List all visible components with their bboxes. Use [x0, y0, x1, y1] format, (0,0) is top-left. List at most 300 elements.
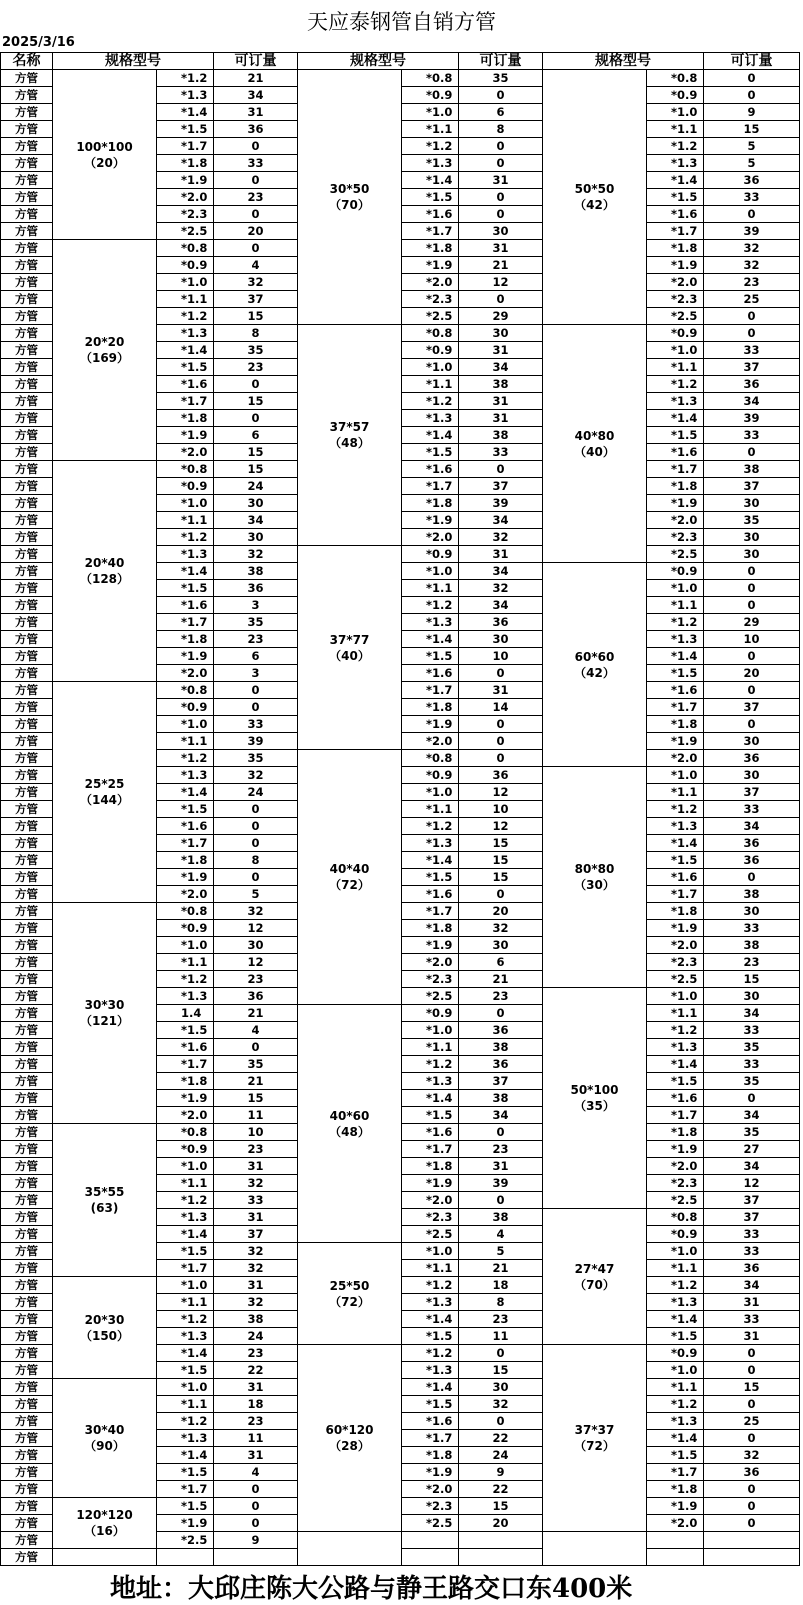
quantity-cell: 37: [704, 478, 800, 495]
product-name-cell: 方管: [1, 818, 53, 835]
thickness-cell: *0.8: [157, 1124, 214, 1141]
quantity-cell: 0: [459, 1124, 543, 1141]
thickness-cell: *1.5: [402, 444, 459, 461]
spec-size-cell: [543, 1345, 647, 1532]
thickness-cell: *1.4: [402, 1311, 459, 1328]
quantity-cell: 32: [214, 546, 298, 563]
product-name-cell: 方管: [1, 1498, 53, 1515]
thickness-cell: *1.3: [157, 546, 214, 563]
spec-total: （121）: [79, 1014, 130, 1028]
quantity-cell: 36: [459, 1056, 543, 1073]
spec-total: （72）: [329, 878, 370, 892]
quantity-cell: 23: [214, 631, 298, 648]
address-footer: 地址：大邱庄陈大公路与静王路交口东400米: [110, 1574, 633, 1604]
quantity-cell: 15: [459, 1362, 543, 1379]
spec-size: 27*47: [574, 1261, 615, 1276]
table-row: [1, 70, 800, 87]
thickness-cell: *1.8: [647, 716, 704, 733]
product-name-cell: 方管: [1, 1549, 53, 1566]
quantity-cell: 15: [459, 835, 543, 852]
thickness-cell: *2.3: [402, 971, 459, 988]
spec-size-cell: [298, 546, 402, 750]
product-name-cell: 方管: [1, 342, 53, 359]
quantity-cell: [214, 1549, 298, 1566]
spec-size: 50*50: [574, 182, 615, 196]
thickness-cell: *2.0: [647, 274, 704, 291]
spec-size-cell: [298, 1532, 402, 1566]
thickness-cell: *2.5: [647, 308, 704, 325]
thickness-cell: *0.8: [647, 1209, 704, 1226]
quantity-cell: 30: [704, 546, 800, 563]
spec-total: （90）: [84, 1439, 125, 1453]
quantity-cell: 30: [704, 733, 800, 750]
quantity-cell: 33: [704, 189, 800, 206]
thickness-cell: *1.4: [157, 784, 214, 801]
quantity-cell: 12: [459, 274, 543, 291]
quantity-cell: 32: [459, 529, 543, 546]
quantity-cell: 0: [459, 189, 543, 206]
quantity-cell: 23: [214, 971, 298, 988]
quantity-cell: 0: [459, 1345, 543, 1362]
quantity-cell: 29: [459, 308, 543, 325]
quantity-cell: 39: [704, 410, 800, 427]
thickness-cell: 1.4: [157, 1005, 214, 1022]
quantity-cell: 15: [459, 852, 543, 869]
quantity-cell: 34: [704, 393, 800, 410]
spec-total: （150）: [79, 1328, 130, 1343]
product-name-cell: 方管: [1, 1090, 53, 1107]
product-name-cell: 方管: [1, 70, 53, 87]
product-name-cell: 方管: [1, 954, 53, 971]
thickness-cell: *1.0: [647, 1362, 704, 1379]
spec-size: 50*100: [570, 1083, 619, 1097]
thickness-cell: *1.8: [157, 631, 214, 648]
quantity-cell: 0: [214, 1481, 298, 1498]
header-qty-3: 可订量: [704, 53, 800, 70]
spec-size: 25*25: [84, 777, 125, 791]
product-name-cell: 方管: [1, 852, 53, 869]
product-name-cell: 方管: [1, 1056, 53, 1073]
thickness-cell: *1.9: [157, 869, 214, 886]
quantity-cell: 24: [214, 1328, 298, 1345]
quantity-cell: 0: [704, 87, 800, 104]
thickness-cell: *1.5: [647, 427, 704, 444]
thickness-cell: *1.2: [402, 597, 459, 614]
thickness-cell: *0.8: [402, 325, 459, 342]
thickness-cell: *0.8: [402, 750, 459, 767]
quantity-cell: 0: [704, 1345, 800, 1362]
thickness-cell: *1.1: [402, 580, 459, 597]
quantity-cell: 0: [214, 1039, 298, 1056]
spec-size: 80*80: [574, 862, 615, 876]
thickness-cell: *1.4: [402, 427, 459, 444]
thickness-cell: *2.3: [402, 291, 459, 308]
quantity-cell: 32: [459, 920, 543, 937]
product-name-cell: 方管: [1, 427, 53, 444]
quantity-cell: 0: [214, 376, 298, 393]
product-name-cell: 方管: [1, 648, 53, 665]
thickness-cell: *1.8: [402, 1447, 459, 1464]
quantity-cell: 8: [459, 121, 543, 138]
spec-size-cell: [53, 1124, 157, 1277]
thickness-cell: *1.1: [402, 376, 459, 393]
thickness-cell: *1.2: [647, 614, 704, 631]
quantity-cell: 31: [214, 1277, 298, 1294]
spec-size: 20*20: [84, 335, 125, 349]
thickness-cell: *2.3: [647, 1175, 704, 1192]
quantity-cell: 30: [704, 767, 800, 784]
quantity-cell: 30: [459, 325, 543, 342]
thickness-cell: *1.5: [157, 1362, 214, 1379]
quantity-cell: 36: [704, 750, 800, 767]
quantity-cell: 31: [459, 393, 543, 410]
spec-total: （30）: [574, 878, 615, 892]
thickness-cell: *0.9: [647, 325, 704, 342]
quantity-cell: 31: [214, 1447, 298, 1464]
thickness-cell: *1.1: [157, 291, 214, 308]
quantity-cell: 23: [459, 988, 543, 1005]
spec-size: 40*80: [574, 428, 615, 443]
thickness-cell: *1.3: [402, 1362, 459, 1379]
thickness-cell: *1.5: [402, 648, 459, 665]
thickness-cell: *1.2: [157, 1192, 214, 1209]
quantity-cell: 15: [214, 444, 298, 461]
product-name-cell: 方管: [1, 291, 53, 308]
thickness-cell: *1.3: [647, 1413, 704, 1430]
thickness-cell: *1.8: [402, 495, 459, 512]
product-name-cell: 方管: [1, 1141, 53, 1158]
spec-total: （70）: [574, 1277, 615, 1292]
thickness-cell: *1.5: [402, 869, 459, 886]
quantity-cell: 21: [214, 70, 298, 87]
thickness-cell: *1.9: [647, 920, 704, 937]
quantity-cell: 0: [704, 869, 800, 886]
thickness-cell: *1.9: [647, 733, 704, 750]
sheet-date: 2025/3/16: [2, 35, 75, 50]
thickness-cell: *1.7: [402, 1141, 459, 1158]
spec-size: 60*120: [325, 1423, 374, 1437]
quantity-cell: 32: [704, 1447, 800, 1464]
thickness-cell: *0.9: [157, 699, 214, 716]
thickness-cell: *1.4: [647, 1311, 704, 1328]
spec-size-cell: [543, 988, 647, 1209]
product-name-cell: 方管: [1, 631, 53, 648]
thickness-cell: *1.7: [647, 1464, 704, 1481]
quantity-cell: 0: [214, 240, 298, 257]
thickness-cell: *1.4: [157, 1345, 214, 1362]
thickness-cell: *2.0: [647, 1158, 704, 1175]
product-name-cell: 方管: [1, 240, 53, 257]
thickness-cell: *1.0: [402, 1022, 459, 1039]
quantity-cell: 0: [704, 682, 800, 699]
thickness-cell: *1.5: [647, 852, 704, 869]
quantity-cell: 20: [459, 903, 543, 920]
thickness-cell: *2.3: [157, 206, 214, 223]
thickness-cell: *0.9: [402, 546, 459, 563]
quantity-cell: 33: [704, 1243, 800, 1260]
thickness-cell: *1.1: [647, 784, 704, 801]
quantity-cell: 37: [704, 699, 800, 716]
quantity-cell: 30: [704, 988, 800, 1005]
thickness-cell: *1.7: [157, 138, 214, 155]
quantity-cell: 36: [214, 121, 298, 138]
product-name-cell: 方管: [1, 1328, 53, 1345]
thickness-cell: *1.0: [157, 1379, 214, 1396]
quantity-cell: 35: [704, 512, 800, 529]
quantity-cell: 30: [704, 495, 800, 512]
quantity-cell: 35: [704, 1124, 800, 1141]
thickness-cell: *1.4: [647, 648, 704, 665]
thickness-cell: *1.3: [157, 87, 214, 104]
product-name-cell: 方管: [1, 1311, 53, 1328]
product-name-cell: 方管: [1, 1073, 53, 1090]
product-name-cell: 方管: [1, 376, 53, 393]
thickness-cell: *1.1: [647, 359, 704, 376]
quantity-cell: 38: [214, 1311, 298, 1328]
product-name-cell: 方管: [1, 223, 53, 240]
thickness-cell: *1.6: [647, 1090, 704, 1107]
quantity-cell: 30: [214, 529, 298, 546]
quantity-cell: 32: [214, 767, 298, 784]
product-name-cell: 方管: [1, 1124, 53, 1141]
thickness-cell: *2.5: [402, 1515, 459, 1532]
thickness-cell: *1.9: [402, 1175, 459, 1192]
thickness-cell: *1.2: [647, 376, 704, 393]
product-name-cell: 方管: [1, 308, 53, 325]
spec-total: （144）: [79, 793, 130, 807]
thickness-cell: *1.4: [647, 835, 704, 852]
thickness-cell: *1.3: [157, 325, 214, 342]
quantity-cell: 0: [704, 580, 800, 597]
quantity-cell: 0: [459, 1192, 543, 1209]
thickness-cell: *1.3: [157, 1209, 214, 1226]
thickness-cell: *1.2: [402, 138, 459, 155]
product-name-cell: 方管: [1, 325, 53, 342]
spec-size: 37*37: [574, 1423, 615, 1437]
product-name-cell: 方管: [1, 495, 53, 512]
product-name-cell: 方管: [1, 1362, 53, 1379]
thickness-cell: *1.4: [402, 1379, 459, 1396]
thickness-cell: *1.7: [402, 223, 459, 240]
thickness-cell: *1.9: [157, 1515, 214, 1532]
thickness-cell: *2.0: [647, 750, 704, 767]
thickness-cell: *1.0: [157, 937, 214, 954]
thickness-cell: *1.1: [157, 733, 214, 750]
thickness-cell: *1.5: [647, 1073, 704, 1090]
quantity-cell: 34: [704, 1158, 800, 1175]
thickness-cell: *2.0: [157, 665, 214, 682]
quantity-cell: 4: [214, 1022, 298, 1039]
quantity-cell: 0: [459, 291, 543, 308]
thickness-cell: *1.1: [402, 1260, 459, 1277]
spec-total: （128）: [79, 572, 130, 586]
quantity-cell: 36: [459, 614, 543, 631]
quantity-cell: 31: [214, 1158, 298, 1175]
product-name-cell: 方管: [1, 1277, 53, 1294]
thickness-cell: *1.8: [402, 699, 459, 716]
quantity-cell: 0: [459, 733, 543, 750]
thickness-cell: *2.3: [402, 1498, 459, 1515]
quantity-cell: 38: [704, 886, 800, 903]
thickness-cell: *1.0: [157, 1277, 214, 1294]
quantity-cell: 12: [459, 818, 543, 835]
thickness-cell: *1.6: [157, 818, 214, 835]
quantity-cell: 31: [459, 1158, 543, 1175]
spec-size-cell: [298, 1243, 402, 1345]
quantity-cell: 18: [214, 1396, 298, 1413]
header-spec-3: 规格型号: [543, 53, 704, 70]
quantity-cell: 8: [459, 1294, 543, 1311]
thickness-cell: *2.3: [647, 291, 704, 308]
thickness-cell: *1.4: [402, 172, 459, 189]
thickness-cell: *0.9: [157, 478, 214, 495]
thickness-cell: *0.9: [647, 1345, 704, 1362]
quantity-cell: 38: [704, 461, 800, 478]
quantity-cell: 35: [214, 750, 298, 767]
thickness-cell: *1.2: [157, 308, 214, 325]
quantity-cell: 34: [704, 1005, 800, 1022]
thickness-cell: *2.5: [647, 1192, 704, 1209]
thickness-cell: *2.0: [647, 1515, 704, 1532]
quantity-cell: 0: [214, 1498, 298, 1515]
spec-size-cell: [298, 1005, 402, 1243]
quantity-cell: 33: [704, 920, 800, 937]
quantity-cell: 33: [704, 427, 800, 444]
quantity-cell: 37: [214, 291, 298, 308]
thickness-cell: *1.1: [647, 121, 704, 138]
thickness-cell: *1.6: [647, 682, 704, 699]
thickness-cell: *1.0: [157, 1158, 214, 1175]
quantity-cell: 33: [214, 155, 298, 172]
quantity-cell: 10: [704, 631, 800, 648]
quantity-cell: 0: [459, 886, 543, 903]
quantity-cell: 30: [214, 495, 298, 512]
quantity-cell: 0: [459, 716, 543, 733]
quantity-cell: 15: [459, 869, 543, 886]
thickness-cell: *0.8: [647, 70, 704, 87]
thickness-cell: *2.0: [157, 1107, 214, 1124]
spec-size: 25*50: [329, 1278, 370, 1293]
thickness-cell: *1.1: [157, 1175, 214, 1192]
thickness-cell: *1.3: [157, 767, 214, 784]
quantity-cell: 0: [214, 869, 298, 886]
thickness-cell: *1.4: [157, 1226, 214, 1243]
thickness-cell: *1.3: [647, 631, 704, 648]
quantity-cell: 24: [214, 784, 298, 801]
quantity-cell: 9: [459, 1464, 543, 1481]
thickness-cell: *1.9: [402, 937, 459, 954]
quantity-cell: 33: [704, 1022, 800, 1039]
product-name-cell: 方管: [1, 87, 53, 104]
thickness-cell: *1.8: [647, 1481, 704, 1498]
thickness-cell: *0.9: [402, 1005, 459, 1022]
spec-size-cell: [53, 461, 157, 682]
thickness-cell: *0.9: [157, 257, 214, 274]
thickness-cell: *0.8: [157, 903, 214, 920]
product-name-cell: 方管: [1, 614, 53, 631]
thickness-cell: *1.7: [157, 1260, 214, 1277]
quantity-cell: [704, 1532, 800, 1549]
thickness-cell: *1.5: [647, 1328, 704, 1345]
thickness-cell: *1.9: [157, 172, 214, 189]
thickness-cell: *1.2: [402, 1277, 459, 1294]
quantity-cell: 4: [459, 1226, 543, 1243]
quantity-cell: 0: [459, 750, 543, 767]
quantity-cell: 34: [459, 359, 543, 376]
thickness-cell: *1.5: [647, 665, 704, 682]
thickness-cell: *1.1: [647, 1005, 704, 1022]
spec-size-cell: [298, 750, 402, 1005]
quantity-cell: 21: [459, 1260, 543, 1277]
quantity-cell: 15: [214, 461, 298, 478]
quantity-cell: 15: [214, 308, 298, 325]
product-name-cell: 方管: [1, 478, 53, 495]
quantity-cell: 8: [214, 325, 298, 342]
product-name-cell: 方管: [1, 665, 53, 682]
quantity-cell: 30: [214, 937, 298, 954]
thickness-cell: *1.0: [157, 495, 214, 512]
product-name-cell: 方管: [1, 801, 53, 818]
spec-size: 100*100: [76, 139, 133, 154]
quantity-cell: 31: [704, 1294, 800, 1311]
quantity-cell: 21: [214, 1073, 298, 1090]
thickness-cell: *0.9: [402, 342, 459, 359]
thickness-cell: *1.0: [402, 1243, 459, 1260]
quantity-cell: 5: [704, 155, 800, 172]
quantity-cell: 38: [459, 1090, 543, 1107]
quantity-cell: 30: [459, 223, 543, 240]
header-name: 名称: [1, 53, 53, 70]
thickness-cell: *1.0: [647, 342, 704, 359]
spec-size-cell: [543, 325, 647, 563]
spec-total: (63): [90, 1201, 119, 1215]
quantity-cell: 25: [704, 1413, 800, 1430]
thickness-cell: *1.2: [402, 818, 459, 835]
thickness-cell: *1.1: [647, 1379, 704, 1396]
quantity-cell: 36: [704, 1260, 800, 1277]
spec-size-cell: [53, 70, 157, 240]
thickness-cell: *0.8: [157, 682, 214, 699]
quantity-cell: 37: [214, 1226, 298, 1243]
quantity-cell: 32: [459, 580, 543, 597]
thickness-cell: *0.9: [157, 920, 214, 937]
quantity-cell: 0: [459, 665, 543, 682]
thickness-cell: *0.9: [647, 563, 704, 580]
quantity-cell: 35: [704, 1073, 800, 1090]
quantity-cell: 33: [704, 1311, 800, 1328]
thickness-cell: *2.0: [402, 733, 459, 750]
quantity-cell: 36: [704, 376, 800, 393]
quantity-cell: 32: [214, 274, 298, 291]
quantity-cell: 15: [214, 393, 298, 410]
quantity-cell: 12: [214, 920, 298, 937]
spec-total: （72）: [574, 1439, 615, 1453]
quantity-cell: 0: [459, 1005, 543, 1022]
quantity-cell: 34: [704, 1277, 800, 1294]
thickness-cell: *1.0: [402, 104, 459, 121]
thickness-cell: *1.9: [157, 648, 214, 665]
thickness-cell: *2.5: [402, 308, 459, 325]
quantity-cell: 31: [459, 546, 543, 563]
thickness-cell: *1.3: [647, 1294, 704, 1311]
thickness-cell: *2.0: [647, 937, 704, 954]
product-name-cell: 方管: [1, 750, 53, 767]
quantity-cell: 35: [459, 70, 543, 87]
quantity-cell: 23: [459, 1141, 543, 1158]
quantity-cell: 5: [459, 1243, 543, 1260]
quantity-cell: 27: [704, 1141, 800, 1158]
quantity-cell: 0: [214, 801, 298, 818]
